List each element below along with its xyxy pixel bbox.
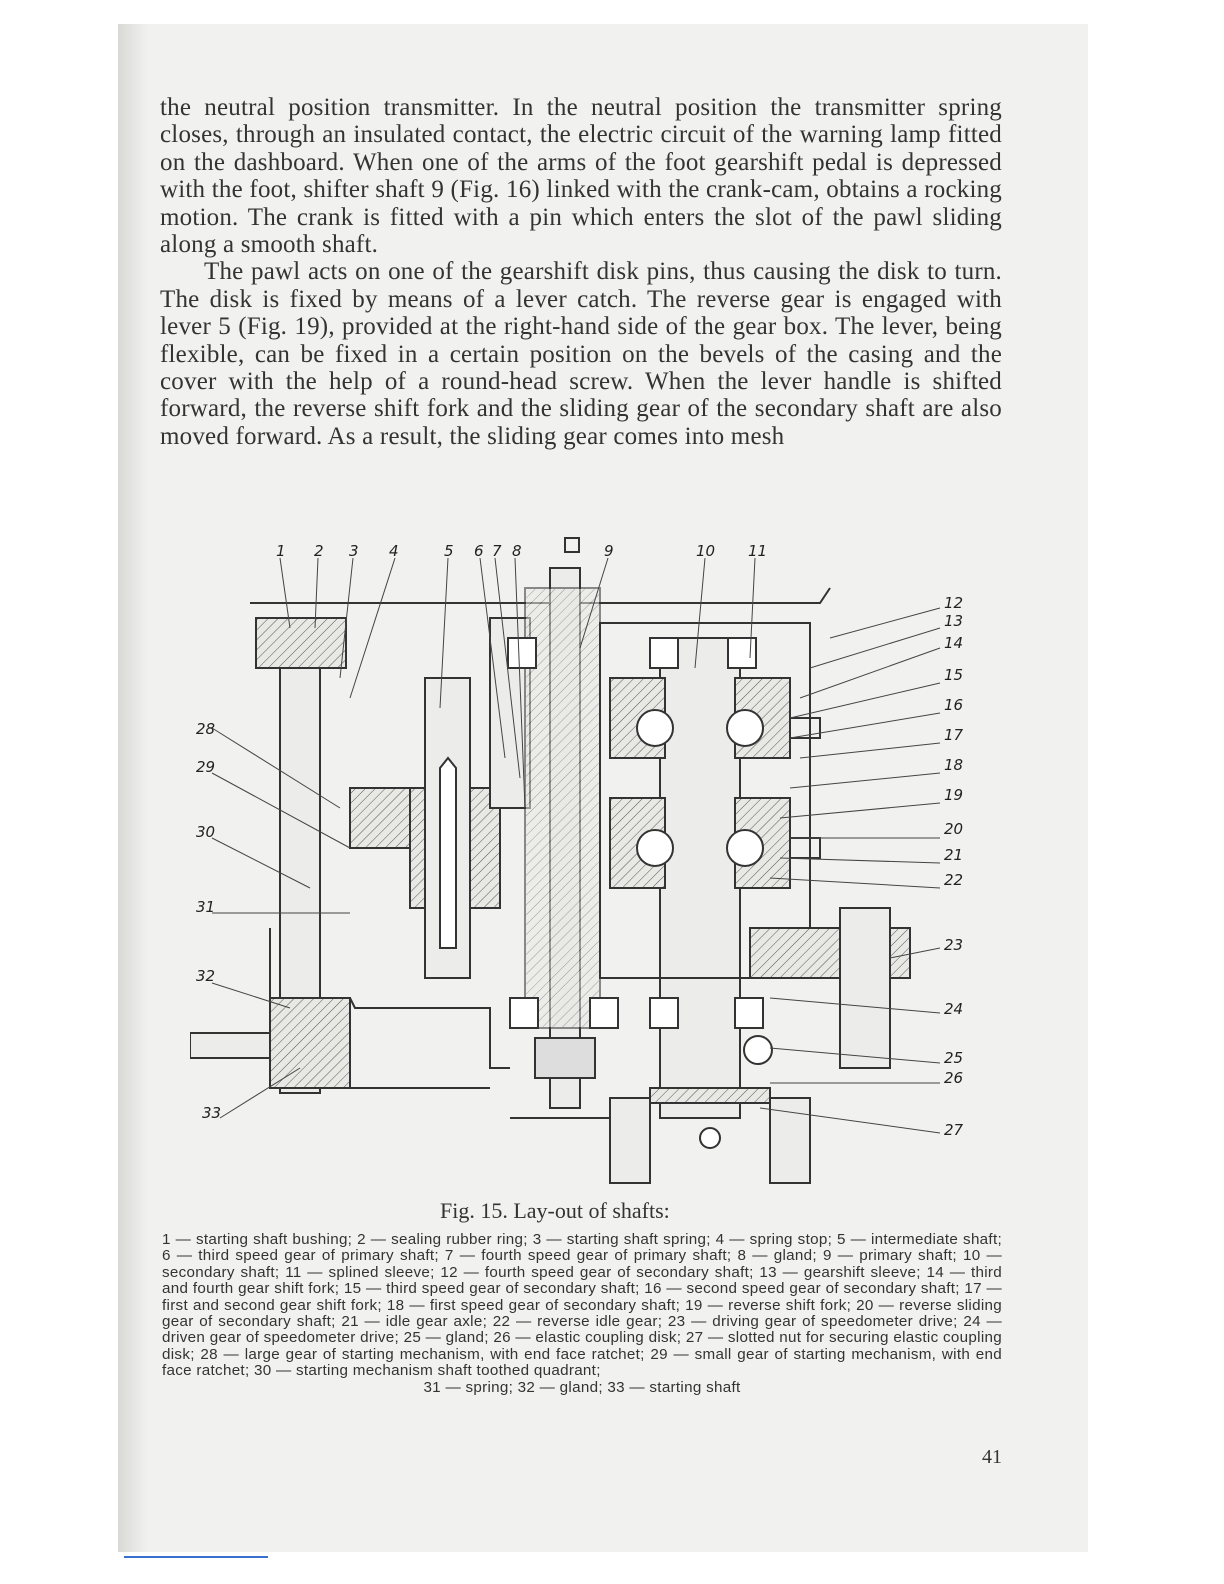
callout-17: 17 — [944, 726, 964, 744]
callout-4: 4 — [389, 542, 399, 560]
callout-16: 16 — [944, 696, 964, 714]
callout-24: 24 — [944, 1000, 964, 1018]
callout-30: 30 — [196, 823, 216, 841]
callout-13: 13 — [944, 612, 964, 630]
paragraph-2: The pawl acts on one of the gearshift disk pins, thus causing the disk to turn. The disk is fixed by means of a lever catch. The reverse gear is engaged with lever 5 (Fig. 19), provided at the right-hand side of the gear box. The lever, being flexible, can be fixed in a certain position on the bevels of the casing and the cover with the help of a round-head screw. When the lever handle is shifted forward, the reverse shift fork and the sliding gear of the secondary shaft are also moved forward. As a result, the sliding gear comes into mesh — [160, 258, 1002, 450]
callout-14: 14 — [944, 634, 964, 652]
callout-8: 8 — [512, 542, 522, 560]
body-text — [160, 94, 1002, 450]
callout-32: 32 — [196, 967, 216, 985]
callout-9: 9 — [604, 542, 614, 560]
callout-22: 22 — [944, 871, 964, 889]
callout-29: 29 — [196, 758, 216, 776]
callout-27: 27 — [944, 1121, 964, 1139]
page-edge-shadow — [118, 24, 148, 1552]
callout-15: 15 — [944, 666, 964, 684]
legend-last-line: 31 — spring; 32 — gland; 33 — starting shaft — [423, 1378, 741, 1396]
gearbox-drawing — [190, 528, 990, 1198]
callout-3: 3 — [349, 542, 359, 560]
callout-7: 7 — [492, 542, 502, 560]
callout-31: 31 — [196, 898, 216, 916]
callout-6: 6 — [474, 542, 484, 560]
callout-18: 18 — [944, 756, 964, 774]
callout-21: 21 — [944, 846, 964, 864]
callout-1: 1 — [276, 542, 286, 560]
callout-20: 20 — [944, 820, 964, 838]
callout-2: 2 — [314, 542, 324, 560]
shaft-layout-figure — [190, 528, 990, 1198]
paragraph-1: the neutral position transmitter. In the neutral position the transmitter spring closes, through an insulated contact, the electric circuit of the warning lamp fitted on the dashboard. When one of the arms of the foot gearshift pedal is depressed with the foot, shifter shaft 9 (Fig. 16) linked with the crank-cam, obtains a rocking motion. The crank is fitted with a pin which enters the slot of the pawl sliding along a smooth shaft. — [160, 94, 1002, 259]
callout-25: 25 — [944, 1049, 964, 1067]
callout-12: 12 — [944, 594, 964, 612]
callout-23: 23 — [944, 936, 964, 954]
figure-caption: Fig. 15. Lay-out of shafts: — [440, 1198, 670, 1223]
footer-rule — [124, 1556, 268, 1558]
figure-legend — [162, 1232, 1002, 1396]
callout-5: 5 — [444, 542, 454, 560]
page-number: 41 — [982, 1446, 1002, 1468]
callout-19: 19 — [944, 786, 964, 804]
callout-10: 10 — [696, 542, 716, 560]
callout-28: 28 — [196, 720, 216, 738]
callout-26: 26 — [944, 1069, 964, 1087]
callout-11: 11 — [748, 542, 768, 560]
callout-33: 33 — [202, 1104, 222, 1122]
legend-main: 1 — starting shaft bushing; 2 — sealing rubber ring; 3 — starting shaft spring; 4 — spring stop; 5 — intermediate shaft; 6 — third speed gear of primary shaft; 7 — fourth speed gear of primary shaft; 8 — gland; 9 — primary shaft; 10 — secondary shaft; 11 — splined sleeve; 12 — fourth speed gear of secondary shaft; 13 — gearshift sleeve; 14 — third and fourth gear shift fork; 15 — third speed gear of secondary shaft; 16 — second speed gear of secondary shaft; 17 — first and second gear shift fork; 18 — first speed gear of secondary shaft; 19 — reverse shift fork; 20 — reverse sliding gear of secondary shaft; 21 — idle gear axle; 22 — reverse idle gear; 23 — driving gear of speedometer drive; 24 — driven gear of speedometer drive; 25 — gland; 26 — elastic coupling disk; 27 — slotted nut for securing elastic coupling disk; 28 — large gear of starting mechanism, with end face ratchet; 29 — small gear of starting mechanism, with end face ratchet; 30 — starting mechanism shaft toothed quadrant; — [162, 1231, 1002, 1380]
